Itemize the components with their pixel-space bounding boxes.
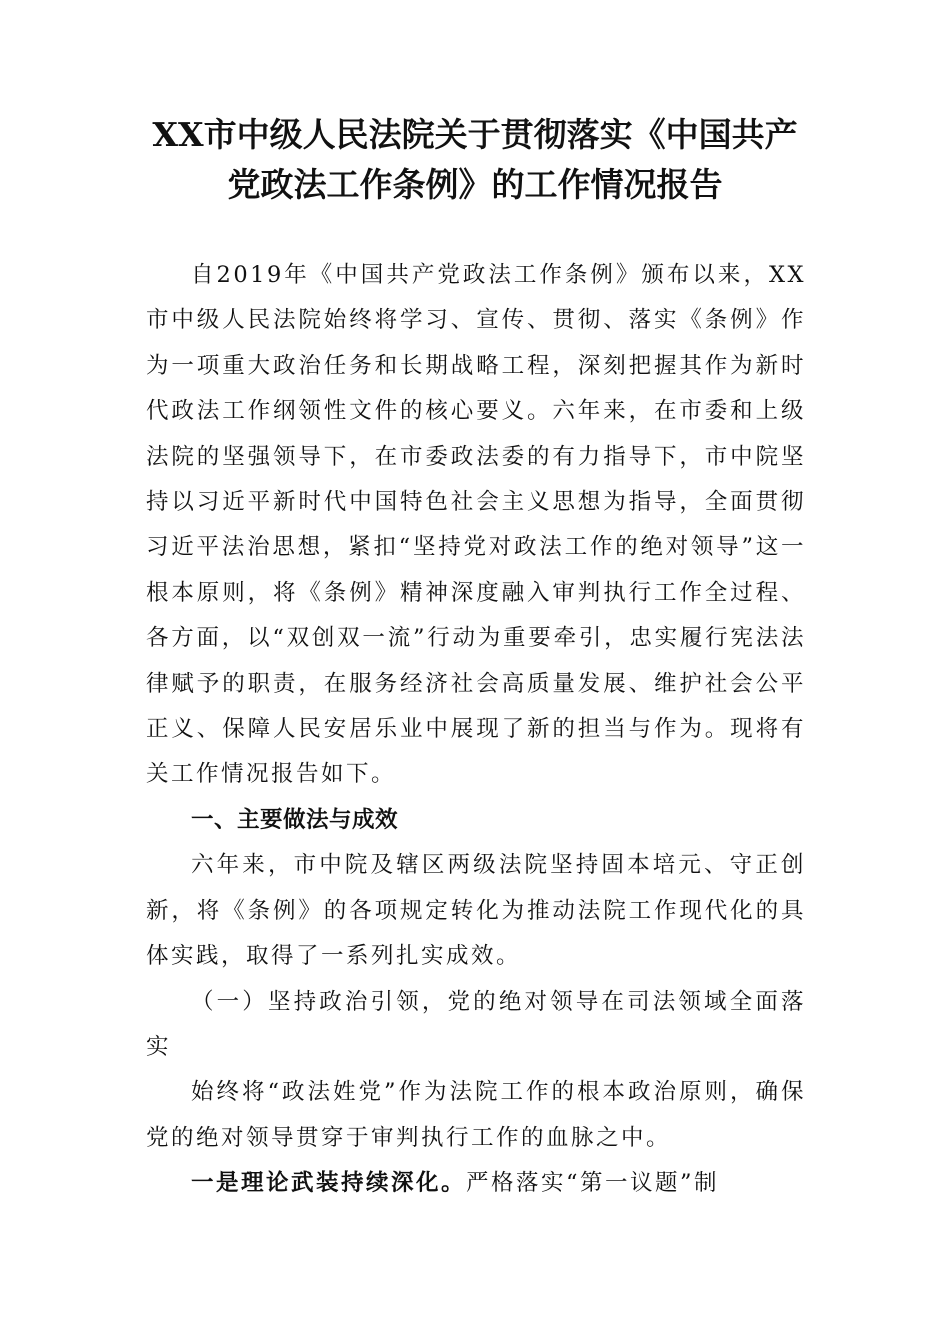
document-title: XX市中级人民法院关于贯彻落实《中国共产党政法工作条例》的工作情况报告	[152, 115, 798, 204]
point-lead: 一是理论武装持续深化。	[191, 1170, 467, 1197]
intro-paragraph: 自2019年《中国共产党政法工作条例》颁布以来，XX市中级人民法院始终将学习、宣传、贯彻、落实《条例》作为一项重大政治任务和长期战略工程，深刻把握其作为新时代政法工作纲领性文件的核心要义。六年来，在市委和上级法院的坚强领导下，在市委政法委的有力指导下，市中院坚持以习近平新时代中国特色社会主义思想为指导，全面贯彻习近平法治思想，紧扣“坚持党对政法工作的绝对领导”这一根本原则，将《条例》精神深度融入审判执行工作全过程、各方面，以“双创双一流”行动为重要牵引，忠实履行宪法法律赋予的职责，在服务经济社会高质量发展、维护社会公平正义、保障人民安居乐业中展现了新的担当与作为。现将有关工作情况报告如下。	[146, 262, 806, 788]
point-paragraph	[146, 1161, 806, 1206]
section-heading: 一、主要做法与成效	[191, 806, 399, 833]
document-body	[146, 253, 806, 1207]
subsection-heading: （一）坚持政治引领，党的绝对领导在司法领域全面落实	[146, 988, 806, 1060]
subsection-intro-paragraph: 始终将“政法姓党”作为法院工作的根本政治原则，确保党的绝对领导贯穿于审判执行工作的血脉之中。	[146, 1079, 806, 1151]
point-text: 严格落实“第一议题”制	[466, 1170, 720, 1197]
section-intro-paragraph: 六年来，市中院及辖区两级法院坚持固本培元、守正创新，将《条例》的各项规定转化为推动法院工作现代化的具体实践，取得了一系列扎实成效。	[146, 852, 806, 970]
